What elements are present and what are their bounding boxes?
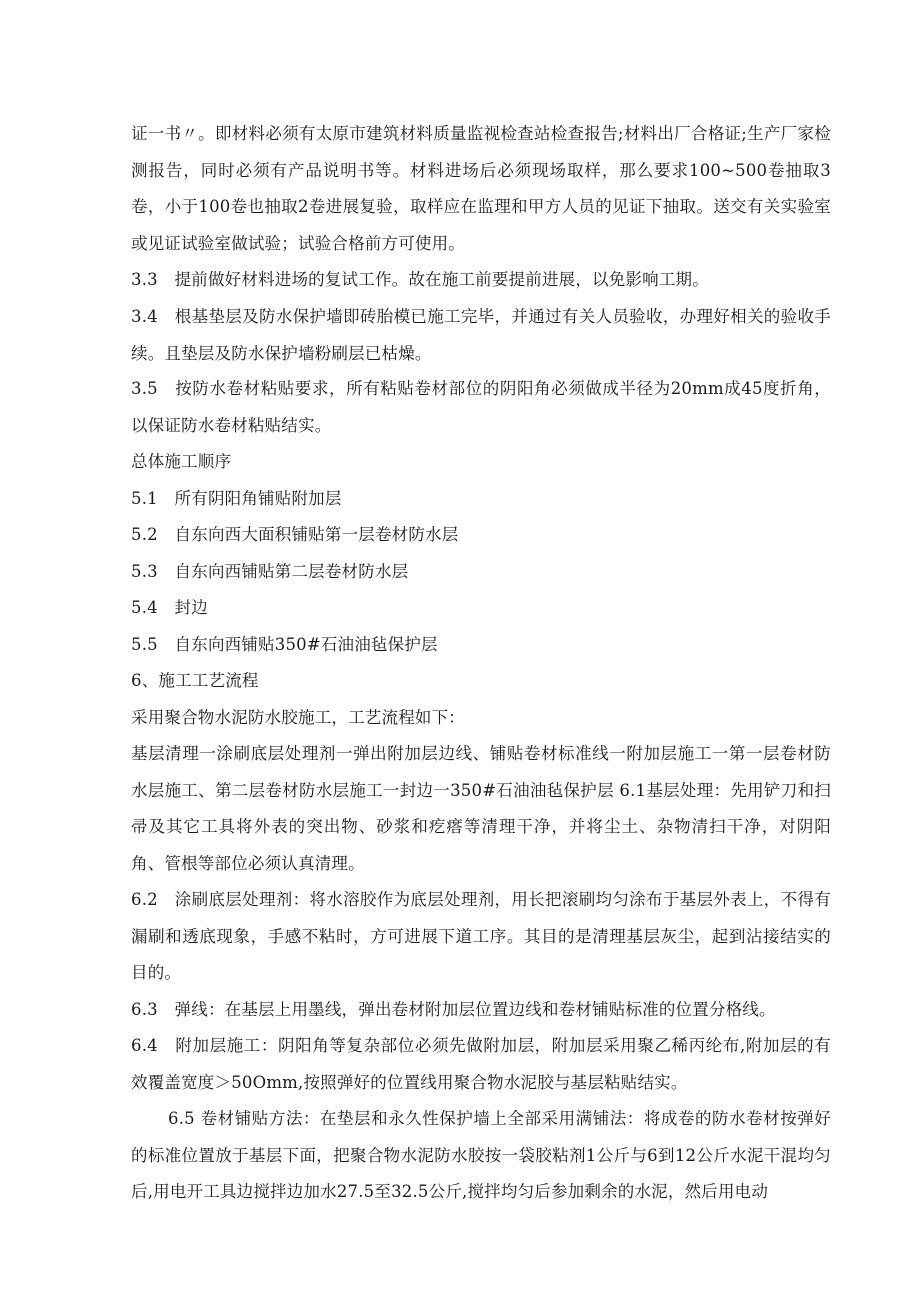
paragraph-5-2: 5.2 自东向西大面积铺贴第一层卷材防水层 [131, 525, 459, 544]
paragraph-process-intro: 采用聚合物水泥防水胶施工，工艺流程如下： [131, 708, 465, 727]
paragraph-6-2: 6.2 涂刷底层处理剂：将水溶胶作为底层处理剂，用长把滚刷均匀涂布于基层外表上，不得有漏刷和透底现象，手感不粘时，方可进展下道工序。其目的是清理基层灰尘，起到沾接结实的目的。 [131, 890, 831, 982]
heading-process-flow: 6、施工工艺流程 [131, 671, 259, 690]
paragraph-5-1: 5.1 所有阴阳角铺贴附加层 [131, 489, 342, 508]
paragraph-6-5: 6.5 卷材铺贴方法：在垫层和永久性保护墙上全部采用满铺法：将成卷的防水卷材按弹好的标准位置放于基层下面，把聚合物水泥防水胶按一袋胶粘剂1公斤与6到12公斤水泥干混均匀后,用电开工具边搅拌边加水27.5至32.5公斤,搅拌均匀后参加剩余的水泥，然后用电动 [131, 1109, 831, 1201]
paragraph-material-certificates: 证一书〃。即材料必须有太原市建筑材料质量监视检查站检查报告;材料出厂合格证;生产厂家检测报告，同时必须有产品说明书等。材料进场后必须现场取样，那么要求100~500卷抽取3卷，小于100卷也抽取2卷进展复验，取样应在监理和甲方人员的见证下抽取。送交有关实验室或见证试验室做试验；试验合格前方可使用。 [131, 124, 831, 253]
heading-overall-sequence: 总体施工顺序 [131, 452, 232, 471]
paragraph-3-3: 3.3 提前做好材料进场的复试工作。故在施工前要提前进展，以免影响工期。 [131, 270, 709, 289]
paragraph-3-5: 3.5 按防水卷材粘贴要求，所有粘贴卷材部位的阴阳角必须做成半径为20mm成45度折角，以保证防水卷材粘贴结实。 [131, 379, 831, 435]
paragraph-6-3: 6.3 弹线：在基层上用墨线，弹出卷材附加层位置边线和卷材铺贴标准的位置分格线。 [131, 1000, 776, 1019]
paragraph-process-steps: 基层清理一涂刷底层处理剂一弹出附加层边线、铺贴卷材标准线一附加层施工一第一层卷材防水层施工、第二层卷材防水层施工一封边一350#石油油毡保护层 6.1基层处理：先用铲刀和扫帚及其它工具将外表的突出物、砂浆和疙瘩等清理干净，并将尘土、杂物清扫干净，对阴阳角、管根等部位必须认真清理。 [131, 744, 831, 873]
paragraph-6-4: 6.4 附加层施工：阴阳角等复杂部位必须先做附加层，附加层采用聚乙稀丙纶布,附加层的有效覆盖宽度＞50Omm,按照弹好的位置线用聚合物水泥胶与基层粘贴结实。 [131, 1036, 831, 1092]
paragraph-3-4: 3.4 根基垫层及防水保护墙即砖胎模已施工完毕，并通过有关人员验收，办理好相关的验收手续。且垫层及防水保护墙粉刷层已枯燥。 [131, 307, 831, 363]
paragraph-5-5: 5.5 自东向西铺贴350#石油油毡保护层 [131, 635, 438, 654]
paragraph-5-4: 5.4 封边 [131, 598, 208, 617]
paragraph-5-3: 5.3 自东向西铺贴第二层卷材防水层 [131, 562, 409, 581]
